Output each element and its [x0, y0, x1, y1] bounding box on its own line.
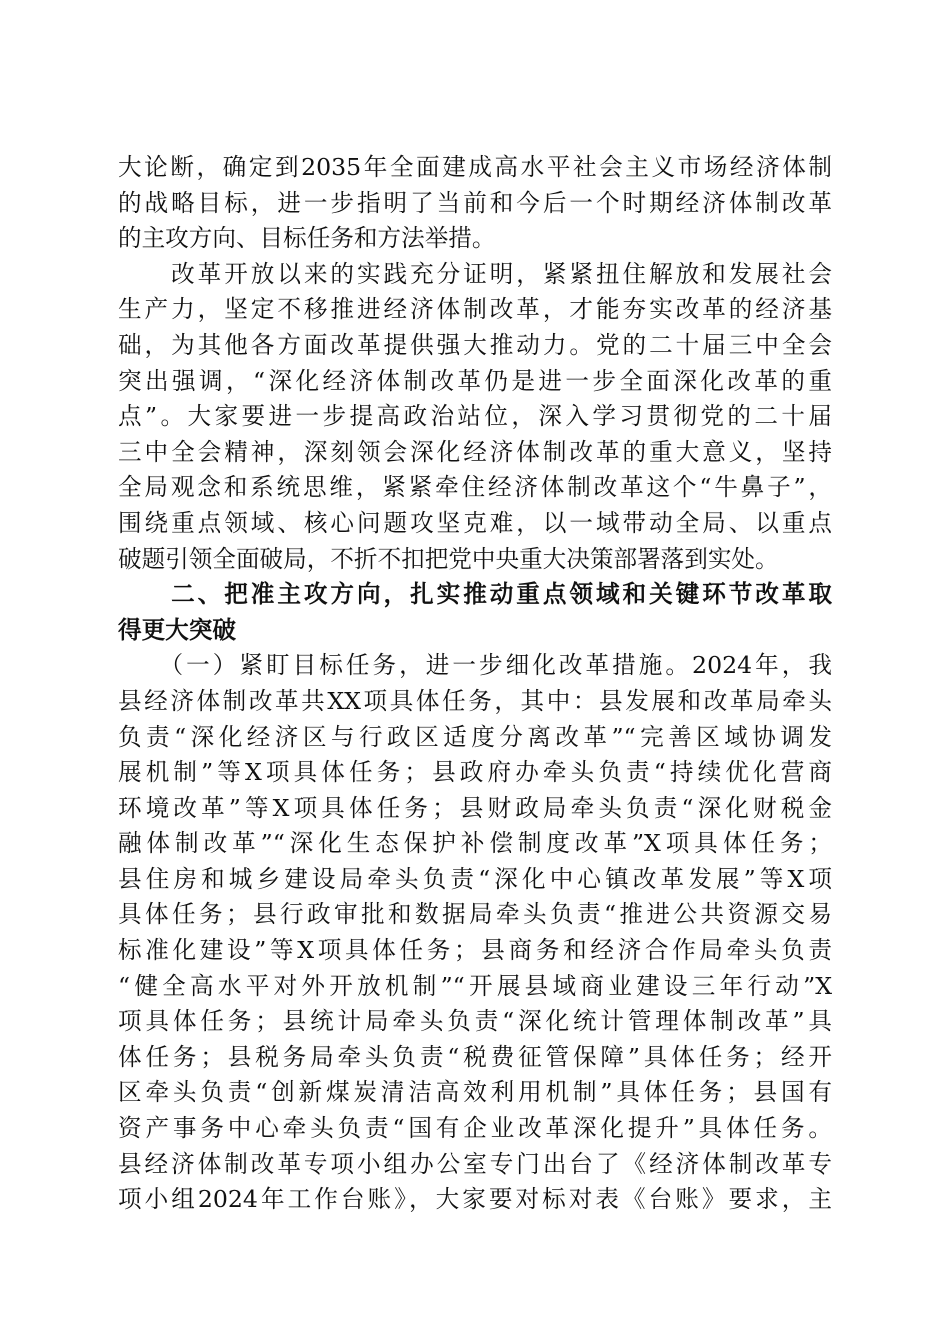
section-heading: 二、把准主攻方向，扎实推动重点领域和关键环节改革取	[118, 580, 832, 609]
text-line: 全局观念和系统思维，紧紧牵住经济体制改革这个“牛鼻子”，	[118, 473, 832, 502]
text-line: 项小组2024年工作台账》，大家要对标对表《台账》要求，主	[118, 1185, 832, 1214]
text-line: 三中全会精神，深刻领会深化经济体制改革的重大意义，坚持	[118, 437, 832, 466]
text-line: 的主攻方向、目标任务和方法举措。	[118, 224, 496, 253]
text-line: 生产力，坚定不移推进经济体制改革，才能夯实改革的经济基	[118, 295, 832, 324]
text-line: 点”。大家要进一步提高政治站位，深入学习贯彻党的二十届	[118, 402, 832, 431]
text-line: 标准化建设”等X项具体任务；县商务和经济合作局牵头负责	[118, 936, 832, 965]
text-line: 负责“深化经济区与行政区适度分离改革”“完善区域协调发	[118, 722, 832, 751]
text-line: “健全高水平对外开放机制”“开展县域商业建设三年行动”X	[118, 971, 832, 1000]
text-line: 融体制改革”“深化生态保护补偿制度改革”X项具体任务；	[118, 829, 832, 858]
text-line: 础，为其他各方面改革提供强大推动力。党的二十届三中全会	[118, 330, 832, 359]
text-line: 县经济体制改革共XX项具体任务，其中：县发展和改革局牵头	[118, 686, 832, 715]
section-heading: 得更大突破	[118, 615, 236, 644]
text-line: 体任务；县税务局牵头负责“税费征管保障”具体任务；经开	[118, 1042, 832, 1071]
text-line: 项具体任务；县统计局牵头负责“深化统计管理体制改革”具	[118, 1007, 832, 1036]
text-line: 改革开放以来的实践充分证明，紧紧扭住解放和发展社会	[118, 259, 832, 288]
text-line: 资产事务中心牵头负责“国有企业改革深化提升”具体任务。	[118, 1114, 832, 1143]
text-line: 县经济体制改革专项小组办公室专门出台了《经济体制改革专	[118, 1149, 832, 1178]
text-line: 围绕重点领域、核心问题攻坚克难，以一域带动全局、以重点	[118, 508, 832, 537]
text-line: 大论断，确定到2035年全面建成高水平社会主义市场经济体制	[118, 153, 832, 181]
text-line: 破题引领全面破局，不折不扣把党中央重大决策部署落到实处。	[118, 544, 779, 573]
text-line: 县住房和城乡建设局牵头负责“深化中心镇改革发展”等X项	[118, 864, 832, 893]
text-line: 区牵头负责“创新煤炭清洁高效利用机制”具体任务；县国有	[118, 1078, 832, 1107]
text-line: 的战略目标，进一步指明了当前和今后一个时期经济体制改革	[118, 188, 832, 217]
text-line: 突出强调，“深化经济体制改革仍是进一步全面深化改革的重	[118, 366, 832, 395]
document-body	[118, 150, 832, 1218]
text-line: （一）紧盯目标任务，进一步细化改革措施。2024年，我	[118, 651, 832, 680]
text-line: 具体任务；县行政审批和数据局牵头负责“推进公共资源交易	[118, 900, 832, 929]
text-line: 展机制”等X项具体任务；县政府办牵头负责“持续优化营商	[118, 758, 832, 787]
text-line: 环境改革”等X项具体任务；县财政局牵头负责“深化财税金	[118, 793, 832, 822]
